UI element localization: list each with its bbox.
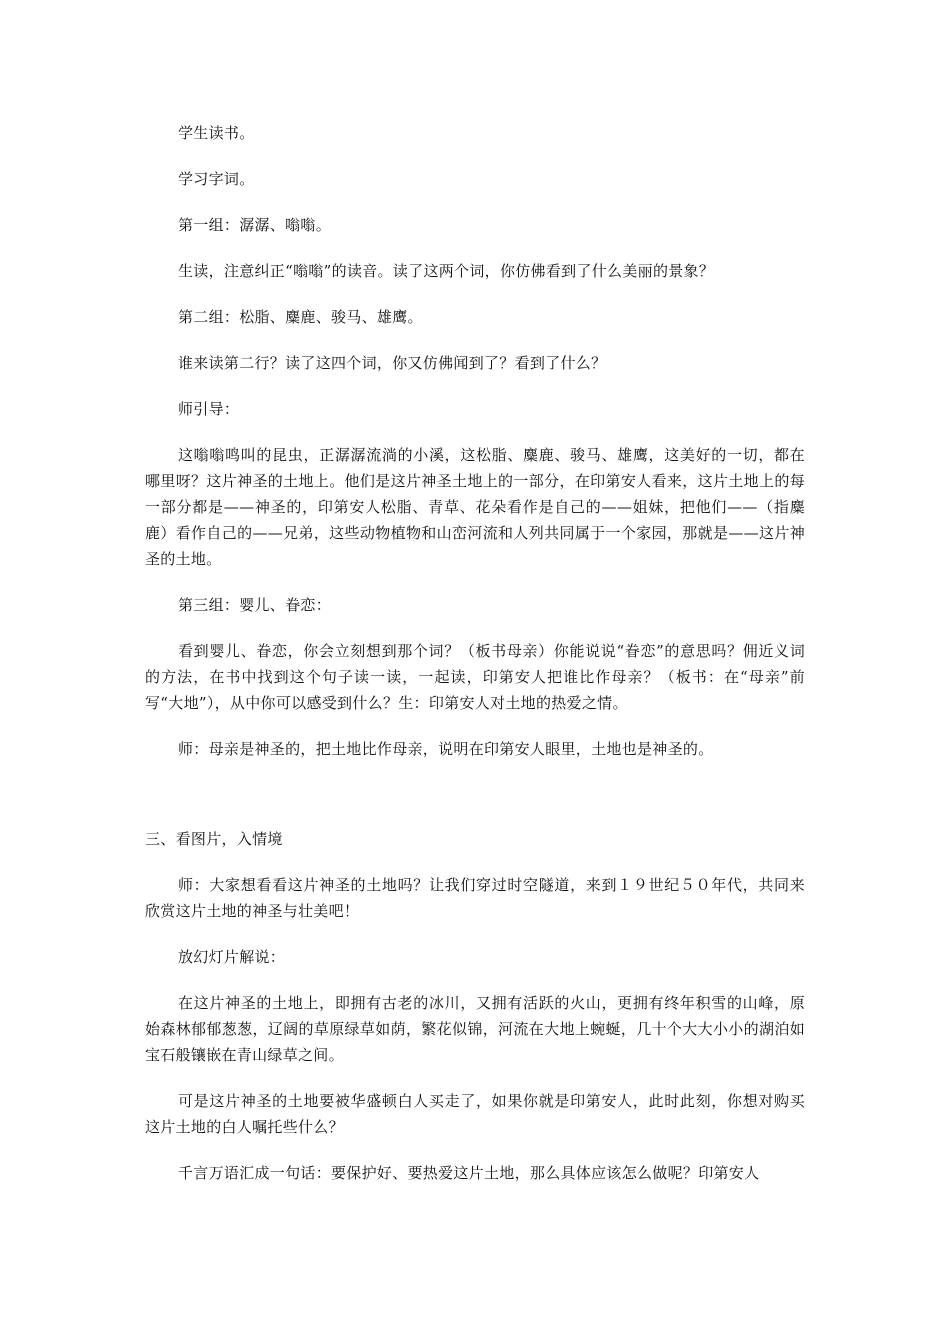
paragraph-mother-sacred: 师：母亲是神圣的，把土地比作母亲，说明在印第安人眼里，土地也是神圣的。 xyxy=(178,740,714,758)
paragraph-mother-earth: 看到婴儿、眷恋，你会立刻想到那个词？（板书母亲）你能说说“眷恋”的意思吗？佣近义词的方法，在书中找到这个句子读一读，一起读，印第安人把谁比作母亲？（板书：在“母亲”前写“大地”），从中你可以感受到什么？生：印第安人对土地的热爱之情。 xyxy=(145,642,805,712)
paragraph-white-buyers: 可是这片神圣的土地要被华盛顿白人买走了，如果你就是印第安人，此时此刻，你想对购买这片土地的白人嘱托些什么？ xyxy=(145,1092,805,1136)
paragraph-land-description: 在这片神圣的土地上，即拥有古老的冰川，又拥有活跃的火山，更拥有终年积雪的山峰，原始森林郁郁葱葱，辽阔的草原绿草如荫，繁花似锦，河流在大地上蜿蜒，几十个大大小小的湖泊如宝石般镶嵌在青山绿草之间。 xyxy=(145,994,805,1064)
paragraph-who-reads: 谁来读第二行？读了这四个词，你又仿佛闻到了？看到了什么？ xyxy=(178,354,607,372)
paragraph-group-three: 第三组：婴儿、眷恋： xyxy=(178,596,332,614)
paragraph-read-correct: 生读，注意纠正“嗡嗡”的读音。读了这两个词，你仿佛看到了什么美丽的景象？ xyxy=(178,262,715,280)
document-body xyxy=(145,120,805,1186)
paragraph-learn-words: 学习字词。 xyxy=(178,170,255,188)
paragraph-slideshow: 放幻灯片解说： xyxy=(178,948,286,966)
paragraph-teacher-guide: 师引导： xyxy=(178,400,240,418)
paragraph-time-tunnel: 师：大家想看看这片神圣的土地吗？让我们穿过时空隧道，来到１９世纪５０年代，共同来欣赏这片土地的神圣与壮美吧！ xyxy=(145,876,805,920)
paragraph-group-one: 第一组：潺潺、嗡嗡。 xyxy=(178,216,332,234)
paragraph-sacred-land: 这嗡嗡鸣叫的昆虫，正潺潺流淌的小溪，这松脂、麋鹿、骏马、雄鹰，这美好的一切，都在哪里呀？这片神圣的土地上。他们是这片神圣土地上的一部分，在印第安人看来，这片土地上的每一部分都是——神圣的，印第安人松脂、青草、花朵看作是自己的——姐妹，把他们——（指麋鹿）看作自己的——兄弟，这些动物植物和山峦河流和人列共同属于一个家园，那就是——这片神圣的土地。 xyxy=(145,446,805,568)
paragraph-protect-land: 千言万语汇成一句话：要保护好、要热爱这片土地，那么具体应该怎么做呢？印第安人 xyxy=(178,1164,760,1182)
section-heading-pictures: 三、看图片，入情境 xyxy=(145,830,283,848)
paragraph-group-two: 第二组：松脂、麋鹿、骏马、雄鹰。 xyxy=(178,308,423,326)
paragraph-students-read: 学生读书。 xyxy=(178,124,255,142)
